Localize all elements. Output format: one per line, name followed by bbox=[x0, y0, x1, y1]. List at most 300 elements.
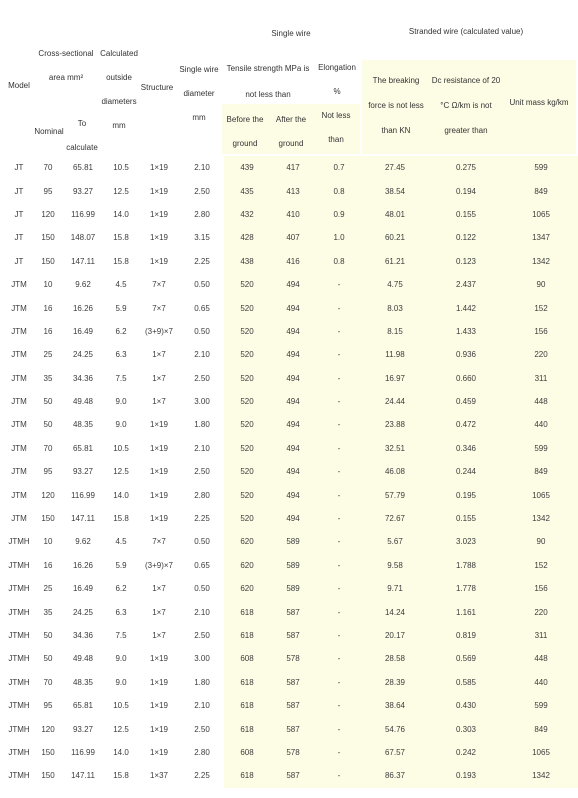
cell-tensile-after: 589 bbox=[270, 530, 316, 553]
cell-structure: 1×19 bbox=[149, 233, 169, 243]
cell-outside-diameter: 15.8 bbox=[113, 771, 129, 781]
cell-dc-resistance: 0.155 bbox=[428, 507, 504, 530]
cell-wire-diameter: 2.10 bbox=[194, 350, 210, 360]
cell-elongation: - bbox=[316, 507, 362, 530]
cell-dc-resistance: 0.430 bbox=[428, 694, 504, 717]
cell-tensile-before: 620 bbox=[224, 577, 270, 600]
cell-wire-diameter: 3.15 bbox=[194, 233, 210, 243]
cell-tensile-after: 494 bbox=[270, 437, 316, 460]
cell-model: JTM bbox=[11, 373, 27, 383]
cell-dc-resistance: 0.569 bbox=[428, 647, 504, 670]
cell-elongation: - bbox=[316, 367, 362, 390]
cell-tensile-after: 587 bbox=[270, 600, 316, 623]
cell-breaking-force: 11.98 bbox=[362, 343, 428, 366]
cell-nominal-area: 35 bbox=[43, 607, 53, 617]
cell-tensile-after: 413 bbox=[270, 179, 316, 202]
cell-unit-mass: 1065 bbox=[504, 483, 578, 506]
cell-wire-diameter: 2.10 bbox=[194, 163, 210, 173]
cell-elongation: - bbox=[316, 554, 362, 577]
cell-tensile-before: 520 bbox=[224, 413, 270, 436]
cell-calculated-area: 65.81 bbox=[72, 163, 94, 173]
cell-unit-mass: 1342 bbox=[504, 250, 578, 273]
cell-structure: 1×19 bbox=[149, 186, 169, 196]
cell-wire-diameter: 2.50 bbox=[194, 373, 210, 383]
cell-outside-diameter: 9.0 bbox=[115, 420, 127, 430]
cell-nominal-area: 150 bbox=[41, 256, 55, 266]
cell-dc-resistance: 1.433 bbox=[428, 320, 504, 343]
cell-model: JT bbox=[14, 163, 24, 173]
cell-calculated-area: 147.11 bbox=[71, 514, 95, 524]
cell-calculated-area: 34.36 bbox=[72, 631, 94, 640]
cell-tensile-before: 520 bbox=[224, 507, 270, 530]
cell-nominal-area: 120 bbox=[41, 490, 55, 500]
cell-calculated-area: 24.25 bbox=[72, 607, 94, 617]
cell-dc-resistance: 0.122 bbox=[428, 226, 504, 249]
cell-wire-diameter: 2.80 bbox=[194, 490, 210, 500]
cell-tensile-before: 620 bbox=[224, 554, 270, 577]
cell-unit-mass: 220 bbox=[504, 343, 578, 366]
cell-unit-mass: 448 bbox=[504, 647, 578, 670]
cell-breaking-force: 14.24 bbox=[362, 600, 428, 623]
cell-structure: (3+9)×7 bbox=[144, 326, 174, 336]
cell-nominal-area: 150 bbox=[41, 771, 55, 781]
table-row bbox=[4, 226, 578, 249]
cell-outside-diameter: 6.3 bbox=[115, 607, 127, 617]
cell-elongation: - bbox=[316, 343, 362, 366]
cell-wire-diameter: 0.50 bbox=[194, 326, 210, 336]
cell-unit-mass: 90 bbox=[504, 530, 578, 553]
header-nominal: Nominal bbox=[34, 127, 64, 136]
cell-dc-resistance: 0.244 bbox=[428, 460, 504, 483]
cell-breaking-force: 38.54 bbox=[362, 179, 428, 202]
cell-breaking-force: 9.58 bbox=[362, 554, 428, 577]
header-single-wire: Single wire bbox=[271, 29, 311, 38]
cell-tensile-after: 578 bbox=[270, 647, 316, 670]
cell-nominal-area: 50 bbox=[43, 631, 53, 640]
cell-unit-mass: 599 bbox=[504, 437, 578, 460]
cell-dc-resistance: 0.123 bbox=[428, 250, 504, 273]
cell-calculated-area: 147.11 bbox=[71, 256, 95, 266]
cell-wire-diameter: 0.65 bbox=[194, 560, 210, 570]
cell-structure: 1×7 bbox=[152, 350, 166, 360]
cell-breaking-force: 57.79 bbox=[362, 483, 428, 506]
cell-wire-diameter: 2.50 bbox=[194, 724, 210, 734]
cell-elongation: - bbox=[316, 437, 362, 460]
cell-tensile-after: 587 bbox=[270, 694, 316, 717]
cell-calculated-area: 147.11 bbox=[71, 771, 95, 781]
cell-tensile-before: 438 bbox=[224, 250, 270, 273]
cell-calculated-area: 24.25 bbox=[72, 350, 94, 360]
table-row bbox=[4, 156, 578, 179]
table-row bbox=[4, 367, 578, 390]
cell-dc-resistance: 2.437 bbox=[428, 273, 504, 296]
cell-tensile-before: 432 bbox=[224, 203, 270, 226]
table-row bbox=[4, 413, 578, 436]
cell-unit-mass: 849 bbox=[504, 717, 578, 740]
cell-nominal-area: 50 bbox=[43, 420, 53, 430]
cell-unit-mass: 1342 bbox=[504, 764, 578, 787]
header-breaking-force: The breaking force is not less than KN bbox=[368, 76, 424, 135]
cell-model: JTM bbox=[11, 326, 27, 336]
cell-breaking-force: 32.51 bbox=[362, 437, 428, 460]
cell-model: JTMH bbox=[8, 701, 30, 711]
cell-tensile-before: 520 bbox=[224, 483, 270, 506]
cell-outside-diameter: 9.0 bbox=[115, 654, 127, 664]
cell-structure: 1×19 bbox=[149, 701, 169, 711]
cell-structure: 1×19 bbox=[149, 724, 169, 734]
cell-breaking-force: 27.45 bbox=[362, 156, 428, 179]
cell-structure: 1×7 bbox=[152, 373, 166, 383]
cell-dc-resistance: 0.303 bbox=[428, 717, 504, 740]
cell-structure: 1×7 bbox=[152, 584, 166, 594]
cell-tensile-before: 520 bbox=[224, 460, 270, 483]
cell-elongation: 0.7 bbox=[316, 156, 362, 179]
cell-structure: 1×19 bbox=[149, 209, 169, 219]
header-before-the-ground: Before the ground bbox=[226, 115, 264, 148]
cell-tensile-before: 520 bbox=[224, 390, 270, 413]
cell-model: JTM bbox=[11, 420, 27, 430]
cell-elongation: 0.8 bbox=[316, 179, 362, 202]
cell-breaking-force: 16.97 bbox=[362, 367, 428, 390]
header-dc-resistance: Dc resistance of 20 °C Ω/km is not greater than bbox=[431, 76, 501, 135]
cell-tensile-after: 410 bbox=[270, 203, 316, 226]
cell-model: JTM bbox=[11, 514, 27, 524]
cell-tensile-after: 587 bbox=[270, 764, 316, 787]
cell-calculated-area: 93.27 bbox=[72, 467, 94, 477]
cell-dc-resistance: 0.346 bbox=[428, 437, 504, 460]
cell-dc-resistance: 0.819 bbox=[428, 624, 504, 647]
cell-outside-diameter: 6.2 bbox=[115, 584, 127, 594]
cell-outside-diameter: 10.5 bbox=[113, 443, 129, 453]
cell-calculated-area: 65.81 bbox=[72, 443, 94, 453]
cell-dc-resistance: 1.161 bbox=[428, 600, 504, 623]
cell-nominal-area: 50 bbox=[43, 654, 53, 664]
cell-unit-mass: 311 bbox=[504, 624, 578, 647]
cell-model: JTMH bbox=[8, 677, 30, 687]
cell-structure: 7×7 bbox=[152, 537, 166, 547]
cell-unit-mass: 152 bbox=[504, 554, 578, 577]
cell-breaking-force: 28.39 bbox=[362, 671, 428, 694]
cell-wire-diameter: 3.00 bbox=[194, 397, 210, 407]
cell-outside-diameter: 9.0 bbox=[115, 397, 127, 407]
cell-elongation: - bbox=[316, 717, 362, 740]
cell-wire-diameter: 0.50 bbox=[194, 280, 210, 290]
cell-unit-mass: 849 bbox=[504, 179, 578, 202]
cell-wire-diameter: 2.10 bbox=[194, 607, 210, 617]
cell-nominal-area: 120 bbox=[41, 724, 55, 734]
cell-calculated-area: 116.99 bbox=[71, 490, 95, 500]
cell-calculated-area: 49.48 bbox=[72, 397, 94, 407]
cell-tensile-after: 417 bbox=[270, 156, 316, 179]
cell-tensile-after: 407 bbox=[270, 226, 316, 249]
header-calculated-outside-diameters: Calculated outside diameters mm bbox=[100, 49, 138, 130]
cell-tensile-before: 618 bbox=[224, 694, 270, 717]
cell-nominal-area: 70 bbox=[43, 443, 53, 453]
table-row bbox=[4, 507, 578, 530]
cell-tensile-after: 587 bbox=[270, 671, 316, 694]
cell-dc-resistance: 0.472 bbox=[428, 413, 504, 436]
cell-elongation: - bbox=[316, 296, 362, 319]
cell-elongation: - bbox=[316, 694, 362, 717]
cell-tensile-after: 494 bbox=[270, 296, 316, 319]
cell-unit-mass: 1065 bbox=[504, 203, 578, 226]
cell-tensile-after: 587 bbox=[270, 717, 316, 740]
cell-tensile-after: 494 bbox=[270, 390, 316, 413]
cell-outside-diameter: 4.5 bbox=[115, 280, 127, 290]
cell-breaking-force: 86.37 bbox=[362, 764, 428, 787]
cell-model: JTMH bbox=[8, 771, 30, 781]
table-row bbox=[4, 647, 578, 670]
cell-structure: 1×19 bbox=[149, 420, 169, 430]
cell-unit-mass: 90 bbox=[504, 273, 578, 296]
cell-tensile-before: 608 bbox=[224, 741, 270, 764]
cell-tensile-before: 620 bbox=[224, 530, 270, 553]
cell-nominal-area: 16 bbox=[43, 303, 53, 313]
cell-calculated-area: 16.49 bbox=[72, 584, 94, 594]
cell-calculated-area: 65.81 bbox=[72, 701, 94, 711]
cell-wire-diameter: 2.80 bbox=[194, 747, 210, 757]
cell-outside-diameter: 12.5 bbox=[113, 724, 129, 734]
cell-model: JTMH bbox=[8, 584, 30, 594]
table-row bbox=[4, 343, 578, 366]
cell-tensile-after: 589 bbox=[270, 577, 316, 600]
cell-nominal-area: 25 bbox=[43, 350, 53, 360]
cell-model: JTMH bbox=[8, 631, 30, 640]
cell-unit-mass: 440 bbox=[504, 671, 578, 694]
cell-calculated-area: 49.48 bbox=[72, 654, 94, 664]
cell-calculated-area: 93.27 bbox=[72, 724, 94, 734]
cell-tensile-after: 589 bbox=[270, 554, 316, 577]
cell-calculated-area: 148.07 bbox=[70, 233, 96, 243]
cell-structure: 1×19 bbox=[149, 677, 169, 687]
cell-dc-resistance: 0.275 bbox=[428, 156, 504, 179]
cell-unit-mass: 448 bbox=[504, 390, 578, 413]
cell-tensile-after: 494 bbox=[270, 273, 316, 296]
cell-tensile-before: 608 bbox=[224, 647, 270, 670]
cell-calculated-area: 48.35 bbox=[72, 420, 94, 430]
cell-dc-resistance: 0.155 bbox=[428, 203, 504, 226]
cell-tensile-after: 494 bbox=[270, 507, 316, 530]
cell-breaking-force: 23.88 bbox=[362, 413, 428, 436]
header-tensile-strength: Tensile strength MPa is not less than bbox=[226, 64, 310, 99]
cell-outside-diameter: 4.5 bbox=[115, 537, 127, 547]
cell-structure: 1×19 bbox=[149, 747, 169, 757]
cell-wire-diameter: 1.80 bbox=[194, 677, 210, 687]
cell-tensile-after: 494 bbox=[270, 483, 316, 506]
cell-wire-diameter: 2.50 bbox=[194, 186, 210, 196]
header-model: Model bbox=[8, 81, 30, 90]
table-row bbox=[4, 250, 578, 273]
cell-tensile-before: 439 bbox=[224, 156, 270, 179]
cell-breaking-force: 9.71 bbox=[362, 577, 428, 600]
cell-wire-diameter: 1.80 bbox=[194, 420, 210, 430]
cell-structure: 7×7 bbox=[152, 280, 166, 290]
cell-elongation: - bbox=[316, 460, 362, 483]
cell-elongation: - bbox=[316, 413, 362, 436]
cell-model: JTM bbox=[11, 280, 27, 290]
cell-tensile-after: 494 bbox=[270, 413, 316, 436]
cell-nominal-area: 95 bbox=[43, 186, 53, 196]
cell-structure: 1×37 bbox=[149, 771, 169, 781]
cell-model: JTMH bbox=[8, 654, 30, 664]
cell-model: JTMH bbox=[8, 537, 30, 547]
cell-unit-mass: 440 bbox=[504, 413, 578, 436]
cell-outside-diameter: 5.9 bbox=[115, 303, 127, 313]
cell-breaking-force: 8.15 bbox=[362, 320, 428, 343]
cell-nominal-area: 70 bbox=[43, 163, 53, 173]
cell-tensile-after: 416 bbox=[270, 250, 316, 273]
cell-tensile-before: 520 bbox=[224, 343, 270, 366]
cell-breaking-force: 48.01 bbox=[362, 203, 428, 226]
cell-structure: 1×7 bbox=[152, 607, 166, 617]
cell-structure: 1×7 bbox=[152, 397, 166, 407]
table-row bbox=[4, 437, 578, 460]
cell-unit-mass: 156 bbox=[504, 577, 578, 600]
cell-structure: 7×7 bbox=[152, 303, 166, 313]
cell-model: JTMH bbox=[8, 607, 30, 617]
cell-breaking-force: 72.67 bbox=[362, 507, 428, 530]
cell-outside-diameter: 14.0 bbox=[113, 747, 129, 757]
cell-elongation: - bbox=[316, 741, 362, 764]
cell-tensile-before: 520 bbox=[224, 273, 270, 296]
cell-structure: 1×19 bbox=[149, 256, 169, 266]
cell-breaking-force: 24.44 bbox=[362, 390, 428, 413]
cell-nominal-area: 120 bbox=[41, 209, 55, 219]
cell-unit-mass: 156 bbox=[504, 320, 578, 343]
table-row bbox=[4, 671, 578, 694]
cell-model: JTM bbox=[11, 350, 27, 360]
cell-dc-resistance: 0.242 bbox=[428, 741, 504, 764]
cell-unit-mass: 1347 bbox=[504, 226, 578, 249]
table-row bbox=[4, 273, 578, 296]
cell-wire-diameter: 2.50 bbox=[194, 467, 210, 477]
cell-calculated-area: 16.26 bbox=[72, 303, 94, 313]
cell-nominal-area: 10 bbox=[43, 280, 53, 290]
cell-nominal-area: 150 bbox=[41, 747, 55, 757]
header-stranded-wire: Stranded wire (calculated value) bbox=[408, 27, 524, 36]
cell-calculated-area: 9.62 bbox=[75, 280, 91, 290]
cell-elongation: - bbox=[316, 764, 362, 787]
cell-elongation: - bbox=[316, 671, 362, 694]
cell-tensile-before: 520 bbox=[224, 296, 270, 319]
cell-outside-diameter: 6.3 bbox=[115, 350, 127, 360]
cell-wire-diameter: 2.50 bbox=[194, 631, 210, 640]
cell-unit-mass: 849 bbox=[504, 460, 578, 483]
table-row bbox=[4, 390, 578, 413]
cell-model: JTMH bbox=[8, 560, 30, 570]
cell-tensile-before: 520 bbox=[224, 437, 270, 460]
cell-breaking-force: 67.57 bbox=[362, 741, 428, 764]
cell-outside-diameter: 10.5 bbox=[113, 701, 129, 711]
cell-wire-diameter: 0.65 bbox=[194, 303, 210, 313]
cell-tensile-after: 578 bbox=[270, 741, 316, 764]
cell-dc-resistance: 0.195 bbox=[428, 483, 504, 506]
cell-tensile-before: 618 bbox=[224, 717, 270, 740]
cell-dc-resistance: 3.023 bbox=[428, 530, 504, 553]
cell-model: JTM bbox=[11, 397, 27, 407]
cell-wire-diameter: 2.10 bbox=[194, 443, 210, 453]
cell-tensile-after: 494 bbox=[270, 343, 316, 366]
cell-structure: 1×19 bbox=[149, 467, 169, 477]
table-row bbox=[4, 530, 578, 553]
cell-structure: 1×7 bbox=[152, 631, 166, 640]
cell-structure: (3+9)×7 bbox=[144, 560, 174, 570]
cell-calculated-area: 9.62 bbox=[75, 537, 91, 547]
cell-dc-resistance: 1.788 bbox=[428, 554, 504, 577]
header-unit-mass: Unit mass kg/km bbox=[509, 98, 569, 107]
cell-structure: 1×19 bbox=[149, 490, 169, 500]
cell-unit-mass: 152 bbox=[504, 296, 578, 319]
cell-model: JTM bbox=[11, 490, 27, 500]
table-row bbox=[4, 296, 578, 319]
cell-calculated-area: 93.27 bbox=[72, 186, 94, 196]
cell-outside-diameter: 5.9 bbox=[115, 560, 127, 570]
table-row bbox=[4, 624, 578, 647]
cell-breaking-force: 38.64 bbox=[362, 694, 428, 717]
cell-wire-diameter: 0.50 bbox=[194, 584, 210, 594]
cell-model: JT bbox=[14, 209, 24, 219]
cell-breaking-force: 4.75 bbox=[362, 273, 428, 296]
header-after-the-ground: After the ground bbox=[275, 115, 307, 148]
cell-outside-diameter: 15.8 bbox=[113, 233, 129, 243]
cell-structure: 1×19 bbox=[149, 654, 169, 664]
cell-outside-diameter: 14.0 bbox=[113, 209, 129, 219]
table-row bbox=[4, 577, 578, 600]
cell-outside-diameter: 12.5 bbox=[113, 467, 129, 477]
cell-breaking-force: 61.21 bbox=[362, 250, 428, 273]
cell-elongation: 0.9 bbox=[316, 203, 362, 226]
cell-elongation: - bbox=[316, 600, 362, 623]
cell-nominal-area: 35 bbox=[43, 373, 53, 383]
cell-elongation: - bbox=[316, 577, 362, 600]
cell-elongation: - bbox=[316, 647, 362, 670]
cell-wire-diameter: 2.10 bbox=[194, 701, 210, 711]
cell-dc-resistance: 1.778 bbox=[428, 577, 504, 600]
table-body bbox=[4, 156, 578, 788]
cell-breaking-force: 5.67 bbox=[362, 530, 428, 553]
cell-tensile-before: 618 bbox=[224, 624, 270, 647]
cell-elongation: 1.0 bbox=[316, 226, 362, 249]
cell-wire-diameter: 2.80 bbox=[194, 209, 210, 219]
cell-model: JTMH bbox=[8, 724, 30, 734]
cell-structure: 1×19 bbox=[149, 514, 169, 524]
cell-dc-resistance: 0.459 bbox=[428, 390, 504, 413]
cell-tensile-after: 587 bbox=[270, 624, 316, 647]
cell-breaking-force: 8.03 bbox=[362, 296, 428, 319]
cell-model: JTM bbox=[11, 467, 27, 477]
cell-elongation: - bbox=[316, 390, 362, 413]
cell-calculated-area: 34.36 bbox=[72, 373, 94, 383]
cell-calculated-area: 16.26 bbox=[72, 560, 94, 570]
cell-outside-diameter: 12.5 bbox=[113, 186, 129, 196]
cell-outside-diameter: 7.5 bbox=[115, 631, 127, 640]
header-single-wire-diameter: Single wire diameter mm bbox=[179, 65, 219, 122]
cell-dc-resistance: 0.585 bbox=[428, 671, 504, 694]
table-row bbox=[4, 741, 578, 764]
cell-structure: 1×19 bbox=[149, 443, 169, 453]
cell-nominal-area: 70 bbox=[43, 677, 53, 687]
cell-wire-diameter: 2.25 bbox=[194, 256, 210, 266]
cell-elongation: - bbox=[316, 273, 362, 296]
cell-breaking-force: 46.08 bbox=[362, 460, 428, 483]
cell-tensile-before: 618 bbox=[224, 671, 270, 694]
cell-unit-mass: 220 bbox=[504, 600, 578, 623]
table-row bbox=[4, 764, 578, 787]
cell-unit-mass: 599 bbox=[504, 156, 578, 179]
cell-elongation: - bbox=[316, 320, 362, 343]
cell-breaking-force: 28.58 bbox=[362, 647, 428, 670]
cell-nominal-area: 16 bbox=[43, 326, 53, 336]
